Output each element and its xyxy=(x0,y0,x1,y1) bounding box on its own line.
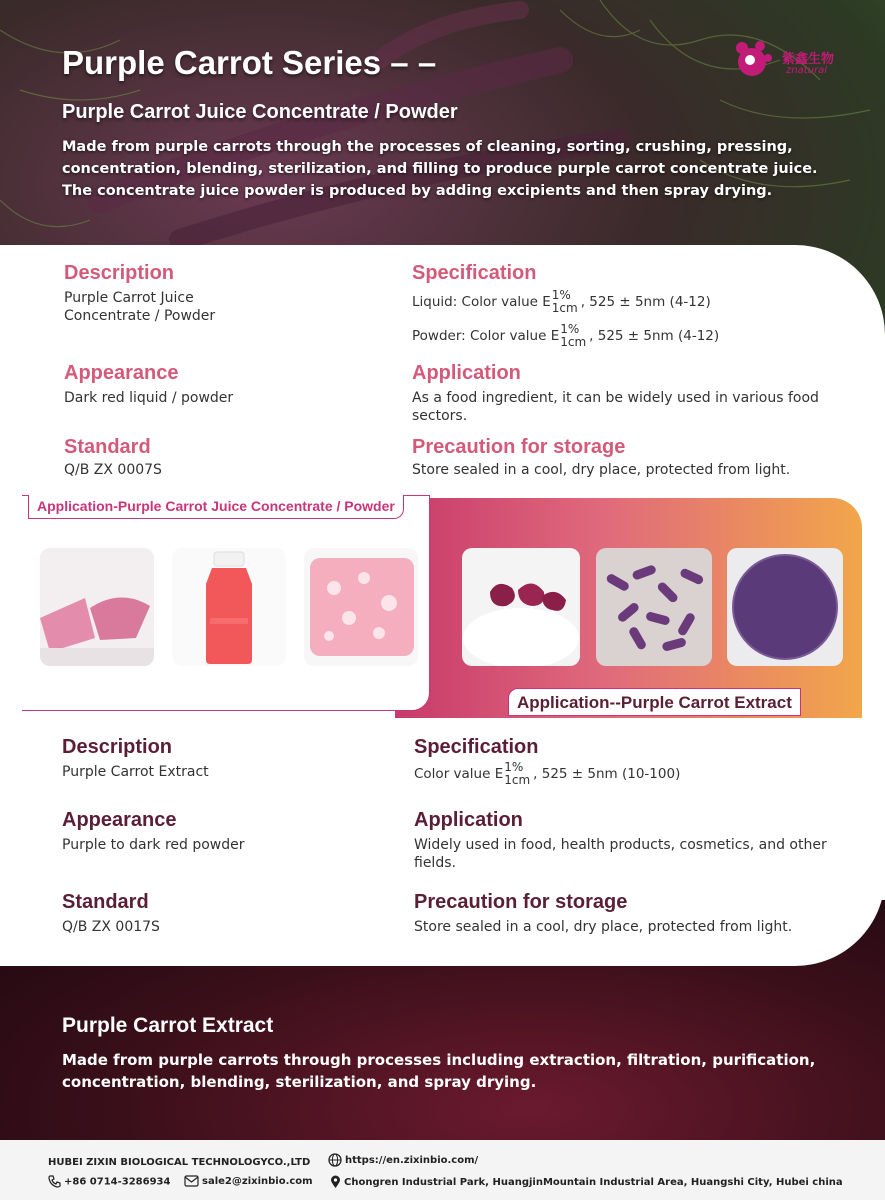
juice-standard-heading: Standard xyxy=(64,436,151,458)
jelly-dessert-illustration xyxy=(304,548,418,666)
location-pin-icon xyxy=(330,1175,341,1189)
extract-standard-heading: Standard xyxy=(62,891,149,913)
extract-storage-section xyxy=(414,891,854,936)
page-subtitle: Purple Carrot Juice Concentrate / Powder xyxy=(62,101,458,123)
spec-powder-frac-top: 1% xyxy=(560,322,580,336)
spec-powder-prefix: Powder: Color value E xyxy=(412,328,560,344)
juice-appearance-heading: Appearance xyxy=(64,362,179,384)
juice-application-section xyxy=(412,362,842,425)
intro-description: Made from purple carrots through the processes of cleaning, sorting, crushing, pressing, concentration, blending, sterilization, and filling to produce purple carrot concentrate juice. The concentrate juice powder is produced by adding excipients and then spray drying. xyxy=(62,139,818,199)
extract-spec-prefix: Color value E xyxy=(414,766,504,782)
extract-specification-section xyxy=(414,736,854,787)
extract-application-text: Widely used in food, health products, cosmetics, and other fields. xyxy=(414,837,827,871)
extract-section-title: Purple Carrot Extract xyxy=(62,1014,274,1037)
extract-standard-text: Q/B ZX 0017S xyxy=(62,919,160,935)
jelly-dessert-photo xyxy=(304,548,418,666)
juice-application-text: As a food ingredient, it can be widely used in various food sectors. xyxy=(412,390,819,424)
juice-bottle-photo xyxy=(172,548,286,666)
juice-appearance-section xyxy=(64,362,384,407)
juice-spec-liquid xyxy=(412,289,852,315)
extract-spec-frac-bottom: 1cm xyxy=(504,773,531,787)
spec-powder-fraction xyxy=(560,323,586,349)
extract-storage-text: Store sealed in a cool, dry place, protected from light. xyxy=(414,919,793,935)
extract-application-section xyxy=(414,809,844,872)
footer-website[interactable] xyxy=(328,1153,478,1167)
lollipop-photo xyxy=(462,548,580,666)
capsules-photo xyxy=(596,548,712,666)
footer-bar xyxy=(0,1140,885,1200)
juice-description-heading: Description xyxy=(64,262,175,284)
juice-standard-text: Q/B ZX 0007S xyxy=(64,462,162,478)
lollipop-illustration xyxy=(462,548,580,666)
extract-spec-fraction xyxy=(504,761,530,787)
footer-address-text: Chongren Industrial Park, HuangjinMountain Industrial Area, Huangshi City, Hubei china xyxy=(344,1177,843,1188)
footer-email-text: sale2@zixinbio.com xyxy=(202,1176,313,1187)
juice-description-text: Purple Carrot Juice Concentrate / Powder xyxy=(64,290,216,324)
extract-appearance-heading: Appearance xyxy=(62,809,177,831)
extract-spec-line xyxy=(414,761,854,787)
juice-storage-text: Store sealed in a cool, dry place, protected from light. xyxy=(412,462,791,478)
capsules-illustration xyxy=(596,548,712,666)
spec-liquid-frac-bottom: 1cm xyxy=(551,301,578,315)
spec-liquid-fraction xyxy=(552,289,578,315)
footer-email[interactable] xyxy=(184,1175,313,1187)
company-logo xyxy=(730,36,850,84)
extract-description-text: Purple Carrot Extract xyxy=(62,764,209,780)
extract-storage-heading: Precaution for storage xyxy=(414,891,628,913)
juice-storage-section xyxy=(412,436,852,479)
extract-standard-section xyxy=(62,891,382,936)
cosmetic-disc-photo xyxy=(727,548,843,666)
juice-description-section xyxy=(64,262,384,325)
logo-chinese-text: 紫鑫生物 xyxy=(782,52,835,67)
footer-phone-text: +86 0714-3286934 xyxy=(64,1176,171,1188)
juice-storage-heading: Precaution for storage xyxy=(412,436,626,458)
juice-specification-heading: Specification xyxy=(412,262,537,284)
phone-icon xyxy=(48,1175,61,1188)
juice-bottle-illustration xyxy=(172,548,286,666)
spec-powder-frac-bottom: 1cm xyxy=(560,335,587,349)
extract-spec-frac-top: 1% xyxy=(504,760,524,774)
footer-company-name: HUBEI ZIXIN BIOLOGICAL TECHNOLOGYCO.,LTD xyxy=(48,1157,311,1168)
juice-application-heading: Application xyxy=(412,362,521,384)
footer-website-text: https://en.zixinbio.com/ xyxy=(345,1155,479,1166)
extract-appearance-text: Purple to dark red powder xyxy=(62,837,245,853)
extract-spec-suffix: , 525 ± 5nm (10-100) xyxy=(533,766,681,782)
extract-application-label: Application--Purple Carrot Extract xyxy=(508,688,801,716)
footer-phone[interactable] xyxy=(48,1175,170,1188)
logo-english-text: znatural xyxy=(786,65,827,76)
mail-icon xyxy=(184,1175,199,1187)
extract-section-description: Made from purple carrots through processes including extraction, filtration, purification, concentration, blending, sterilization, and spray drying. xyxy=(62,1051,816,1091)
pink-cake-illustration xyxy=(40,548,154,666)
extract-description-section xyxy=(62,736,382,781)
extract-specification-heading: Specification xyxy=(414,736,539,758)
juice-application-label: Application-Purple Carrot Juice Concentrate / Powder xyxy=(28,495,404,519)
juice-specification-section xyxy=(412,262,852,349)
page-title: Purple Carrot Series – – xyxy=(62,44,437,81)
extract-application-heading: Application xyxy=(414,809,523,831)
juice-spec-powder xyxy=(412,323,852,349)
logo-mark-icon xyxy=(730,36,778,82)
footer-address xyxy=(330,1175,843,1189)
juice-appearance-text: Dark red liquid / powder xyxy=(64,390,234,406)
juice-standard-section xyxy=(64,436,384,479)
pink-cake-photo xyxy=(40,548,154,666)
spec-liquid-frac-top: 1% xyxy=(551,288,571,302)
cosmetic-disc-illustration xyxy=(727,548,843,666)
globe-icon xyxy=(328,1153,342,1167)
spec-powder-suffix: , 525 ± 5nm (4-12) xyxy=(589,328,720,344)
spec-liquid-suffix: , 525 ± 5nm (4-12) xyxy=(580,294,711,310)
spec-liquid-prefix: Liquid: Color value E xyxy=(412,294,551,310)
extract-description-heading: Description xyxy=(62,736,173,758)
extract-appearance-section xyxy=(62,809,382,854)
